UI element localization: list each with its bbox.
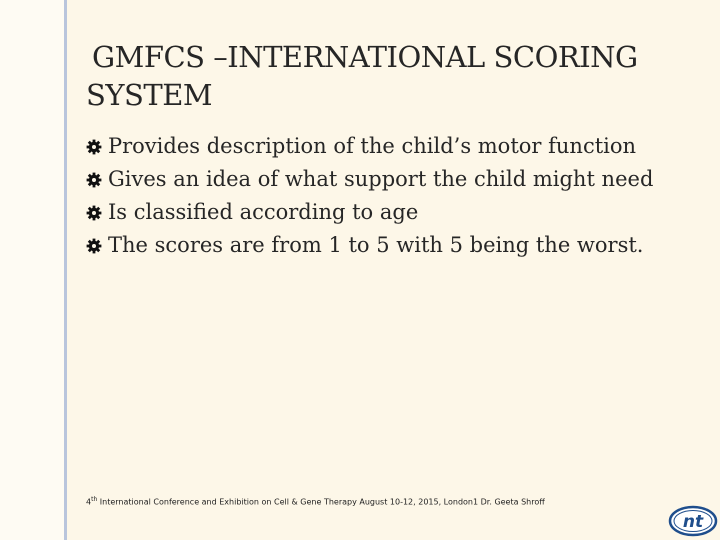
slide-title: [86, 38, 686, 114]
left-rule: [64, 0, 67, 540]
nt-logo-icon: [668, 505, 718, 537]
logo-text: nt: [682, 512, 704, 532]
bullet-text: The scores are from 1 to 5 with 5 being the worst.: [108, 233, 644, 257]
bullet-text: Is classified according to age: [108, 200, 419, 224]
bullet-item: [86, 229, 686, 262]
left-margin-band: [0, 0, 66, 540]
footer-ordinal-suffix: th: [91, 496, 98, 503]
bullet-item: [86, 163, 686, 196]
title-line-2: SYSTEM: [86, 78, 213, 112]
bullet-list: [86, 130, 686, 262]
footer-ordinal-number: 4: [86, 497, 92, 507]
bullet-text: Provides description of the child’s motor function: [108, 134, 637, 158]
footer-citation: [86, 496, 545, 507]
gear-icon: [86, 172, 102, 188]
gear-icon: [86, 205, 102, 221]
bullet-item: [86, 196, 686, 229]
gear-icon: [86, 238, 102, 254]
gear-icon: [86, 139, 102, 155]
bullet-item: [86, 130, 686, 163]
title-line-1: GMFCS –INTERNATIONAL SCORING: [92, 40, 638, 74]
bullet-text: Gives an idea of what support the child might need: [108, 167, 654, 191]
footer-text: International Conference and Exhibition on Cell & Gene Therapy August 10-12, 2015, London1 Dr. Geeta Shroff: [97, 497, 545, 507]
